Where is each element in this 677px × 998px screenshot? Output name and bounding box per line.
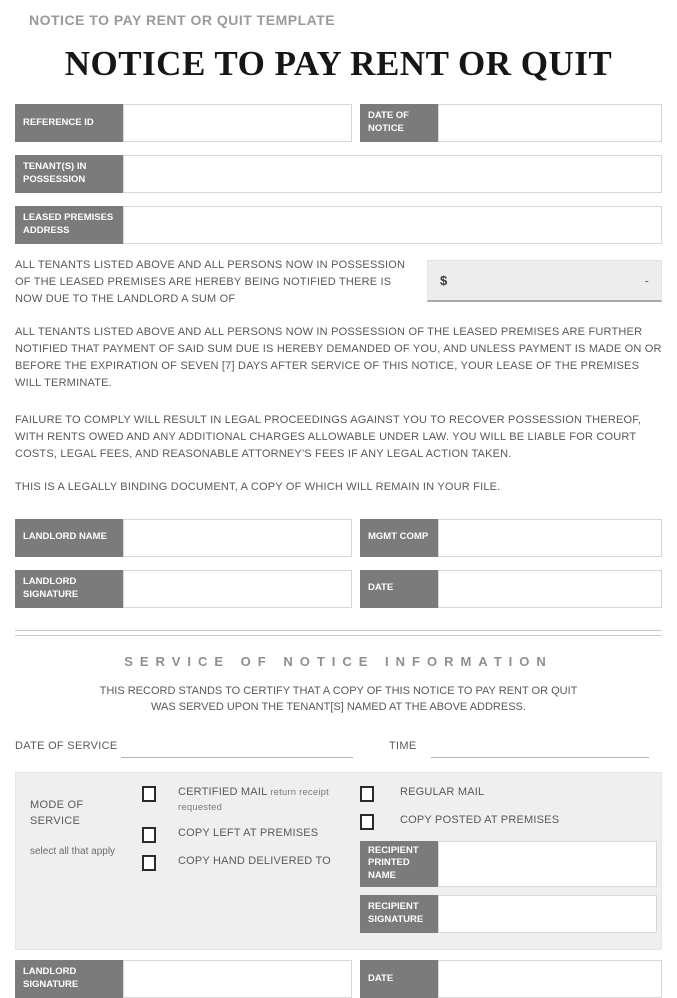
row-landlord-mgmt xyxy=(15,519,662,557)
option-regular-mail xyxy=(360,785,657,802)
time-label: TIME xyxy=(389,739,417,752)
row-bottom-landlord-signature-date xyxy=(15,960,662,998)
time-input[interactable] xyxy=(431,734,649,758)
copy-posted-checkbox[interactable] xyxy=(360,814,374,830)
currency-symbol: $ xyxy=(440,273,448,288)
date-of-service-row xyxy=(15,732,662,758)
certified-mail-label xyxy=(178,785,338,816)
landlord-name-label: LANDLORD NAME xyxy=(15,519,123,557)
row-landlord-signature-date xyxy=(15,570,662,608)
certified-mail-label-main: CERTIFIED MAIL xyxy=(178,785,268,798)
row-premises-address xyxy=(15,206,662,244)
recipient-signature-input[interactable] xyxy=(438,895,657,933)
tenants-in-possession-input[interactable] xyxy=(123,155,662,193)
landlord-name-input[interactable] xyxy=(123,519,352,557)
landlord-signature-input[interactable] xyxy=(123,570,352,608)
section-divider xyxy=(15,630,662,636)
certify-line-2: WAS SERVED UPON THE TENANT[S] NAMED AT THE ABOVE ADDRESS. xyxy=(151,701,526,714)
certify-line-1: THIS RECORD STANDS TO CERTIFY THAT A COPY OF THIS NOTICE TO PAY RENT OR QUIT xyxy=(99,684,578,697)
row-recipient-printed-name xyxy=(360,841,657,887)
leased-premises-address-label: LEASED PREMISES ADDRESS xyxy=(15,206,123,244)
option-copy-posted xyxy=(360,813,657,830)
copy-hand-delivered-label: COPY HAND DELIVERED TO xyxy=(178,855,331,868)
paragraph-sum-due: ALL TENANTS LISTED ABOVE AND ALL PERSONS NOW IN POSSESSION OF THE LEASED PREMISES ARE HEREBY BEING NOTIFIED THERE IS NOW DUE TO THE LANDLORD A SUM OF xyxy=(15,259,406,306)
bottom-date-label: DATE xyxy=(360,960,438,998)
copy-left-at-premises-label: COPY LEFT AT PREMISES xyxy=(178,827,319,840)
page-title: NOTICE TO PAY RENT OR QUIT TEMPLATE xyxy=(29,12,336,28)
mode-of-service-label: MODE OF SERVICE xyxy=(30,798,84,828)
bottom-date-input[interactable] xyxy=(438,960,662,998)
mgmt-comp-input[interactable] xyxy=(438,519,662,557)
date-of-service-label: DATE OF SERVICE xyxy=(15,739,118,752)
row-spacer xyxy=(352,570,360,608)
recipient-printed-name-input[interactable] xyxy=(438,841,657,887)
mode-of-service-panel xyxy=(15,772,662,950)
row-recipient-signature xyxy=(360,895,657,933)
mode-of-service-label-col xyxy=(30,783,142,941)
mode-of-service-right xyxy=(360,783,657,941)
amount-value: - xyxy=(644,273,649,288)
option-certified-mail xyxy=(142,785,360,816)
recipient-signature-label: RECIPIENT SIGNATURE xyxy=(360,895,438,933)
regular-mail-label: REGULAR MAIL xyxy=(400,785,485,798)
date-label: DATE xyxy=(360,570,438,608)
row-tenants xyxy=(15,155,662,193)
date-of-notice-input[interactable] xyxy=(438,104,662,142)
mode-options-left xyxy=(142,783,360,941)
recipient-printed-name-label: RECIPIENT PRINTED NAME xyxy=(360,841,438,887)
landlord-signature-label: LANDLORD SIGNATURE xyxy=(15,570,123,608)
row-spacer xyxy=(352,104,360,142)
paragraph-failure-to-comply: FAILURE TO COMPLY WILL RESULT IN LEGAL PROCEEDINGS AGAINST YOU TO RECOVER POSSESSION THEREOF, WITH RENTS OWED AND ANY ADDITIONAL CHARGES ALLOWABLE UNDER LAW. YOU WILL BE LIABLE FOR COURT COSTS, LEGAL FEES, AND REASONABLE ATTORNEY'S FEES IF ANY LEGAL ACTION TAKEN. xyxy=(15,414,642,461)
date-of-service-input[interactable] xyxy=(121,734,353,758)
notice-sum-block xyxy=(15,257,662,308)
copy-posted-label: COPY POSTED AT PREMISES xyxy=(400,813,560,826)
certified-mail-label-sub: return receipt requested xyxy=(178,786,330,813)
reference-id-label: REFERENCE ID xyxy=(15,104,123,142)
copy-hand-delivered-checkbox[interactable] xyxy=(142,855,156,871)
option-copy-hand-delivered xyxy=(142,854,360,871)
bottom-landlord-signature-input[interactable] xyxy=(123,960,352,998)
paragraph-demand: ALL TENANTS LISTED ABOVE AND ALL PERSONS NOW IN POSSESSION OF THE LEASED PREMISES ARE FURTHER NOTIFIED THAT PAYMENT OF SAID SUM DUE IS HEREBY DEMANDED OF YOU, AND UNLESS PAYMENT IS MADE ON OR BEFORE THE EXPIRATION OF SEVEN [7] DAYS AFTER SERVICE OF THIS NOTICE, YOUR LEASE OF THE PREMISES WILL TERMINATE. xyxy=(15,326,662,390)
bottom-landlord-signature-label: LANDLORD SIGNATURE xyxy=(15,960,123,998)
row-spacer xyxy=(352,519,360,557)
tenants-in-possession-label: TENANT(S) IN POSSESSION xyxy=(15,155,123,193)
amount-due-input[interactable] xyxy=(427,260,662,302)
select-all-hint: select all that apply xyxy=(30,845,116,857)
row-spacer xyxy=(352,960,360,998)
reference-id-input[interactable] xyxy=(123,104,352,142)
document-title: NOTICE TO PAY RENT OR QUIT xyxy=(64,44,613,83)
regular-mail-checkbox[interactable] xyxy=(360,786,374,802)
mgmt-comp-label: MGMT COMP xyxy=(360,519,438,557)
certify-statement xyxy=(15,683,662,716)
date-input[interactable] xyxy=(438,570,662,608)
service-section-title: SERVICE OF NOTICE INFORMATION xyxy=(124,653,553,669)
certified-mail-checkbox[interactable] xyxy=(142,786,156,802)
date-of-notice-label: DATE OF NOTICE xyxy=(360,104,438,142)
option-copy-left-at-premises xyxy=(142,826,360,843)
copy-left-at-premises-checkbox[interactable] xyxy=(142,827,156,843)
mode-of-service-left xyxy=(30,783,360,941)
leased-premises-address-input[interactable] xyxy=(123,206,662,244)
paragraph-legally-binding: THIS IS A LEGALLY BINDING DOCUMENT, A COPY OF WHICH WILL REMAIN IN YOUR FILE. xyxy=(15,481,501,494)
row-reference-date xyxy=(15,104,662,142)
